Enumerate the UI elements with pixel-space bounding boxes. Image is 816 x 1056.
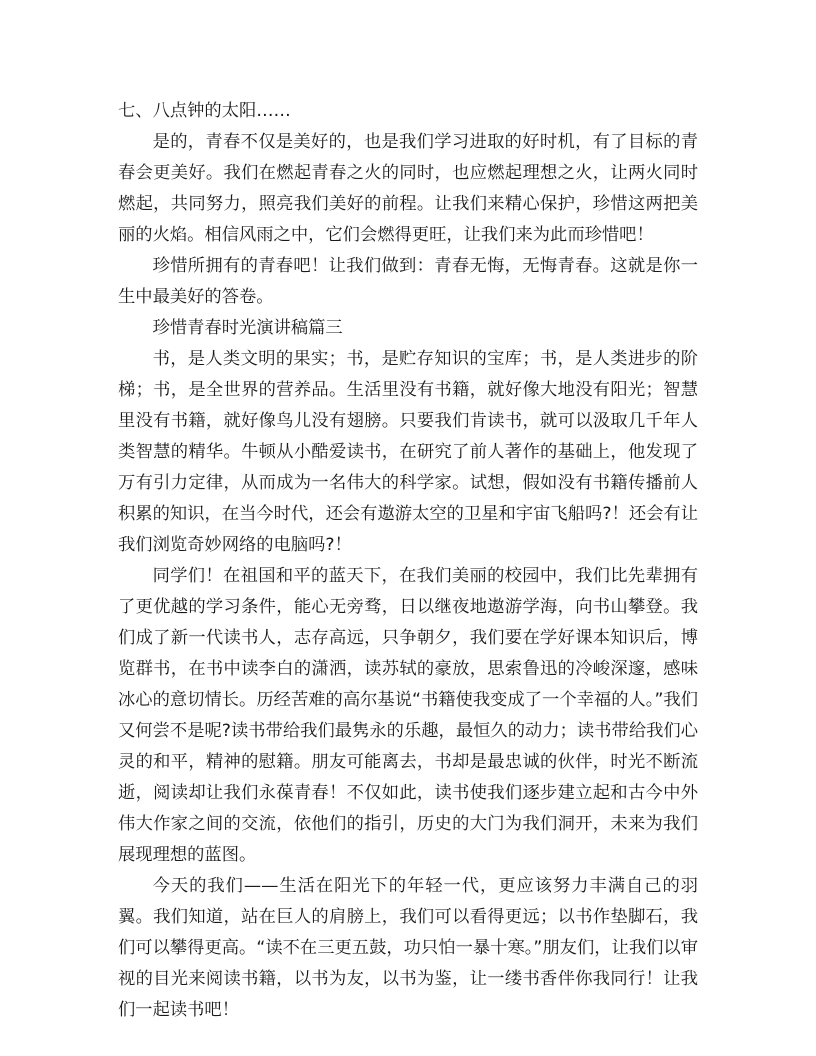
- section-heading: 七、八点钟的太阳……: [118, 101, 291, 121]
- paragraph-cherish-youth: 珍惜所拥有的青春吧！让我们做到：青春无悔，无悔青春。这就是你一生中最美好的答卷。: [118, 256, 698, 307]
- paragraph-classmates: 同学们！在祖国和平的蓝天下，在我们美丽的校园中，我们比先辈拥有了更优越的学习条件，能心无旁骛，日以继夜地遨游学海，向书山攀登。我们成了新一代读书人，志存高远，只争朝夕，我们要在学好课本知识后，博览群书，在书中读李白的潇洒，读苏轼的豪放，思索鲁迅的冷峻深邃，感味冰心的意切情长。历经苦难的高尔基说“书籍使我变成了一个幸福的人。”我们又何尝不是呢?读书带给我们最隽永的乐趣，最恒久的动力；读书带给我们心灵的和平，精神的慰籍。朋友可能离去，书却是最忠诚的伙伴，时光不断流逝，阅读却让我们永葆青春！不仅如此，读书使我们逐步建立起和古今中外伟大作家之间的交流，依他们的指引，历史的大门为我们洞开，未来为我们展现理想的蓝图。: [118, 566, 698, 865]
- paragraph-youth-fire: 是的，青春不仅是美好的，也是我们学习进取的好时机，有了目标的青春会更美好。我们在燃起青春之火的同时，也应燃起理想之火，让两火同时燃起，共同努力，照亮我们美好的前程。让我们来精心保护，珍惜这两把美丽的火焰。相信风雨之中，它们会燃得更旺，让我们来为此而珍惜吧！: [118, 132, 698, 245]
- chapter-title: 珍惜青春时光演讲稿篇三: [152, 318, 343, 338]
- paragraph-books-value: 书，是人类文明的果实；书，是贮存知识的宝库；书，是人类进步的阶梯；书，是全世界的营养品。生活里没有书籍，就好像大地没有阳光；智慧里没有书籍，就好像鸟儿没有翅膀。只要我们肯读书，就可以汲取几千年人类智慧的精华。牛顿从小酷爱读书，在研究了前人著作的基础上，他发现了万有引力定律，从而成为一名伟大的科学家。试想，假如没有书籍传播前人积累的知识，在当今时代，还会有遨游太空的卫星和宇宙飞船吗?！还会有让我们浏览奇妙网络的电脑吗?！: [118, 349, 698, 555]
- paragraph-young-generation: 今天的我们——生活在阳光下的年轻一代，更应该努力丰满自己的羽翼。我们知道，站在巨人的肩膀上，我们可以看得更远；以书作垫脚石，我们可以攀得更高。“读不在三更五鼓，功只怕一暴十寒。”朋友们，让我们以审视的目光来阅读书籍，以书为友，以书为鉴，让一缕书香伴你我同行！让我们一起读书吧！: [118, 876, 698, 1020]
- document-body: [118, 96, 698, 1026]
